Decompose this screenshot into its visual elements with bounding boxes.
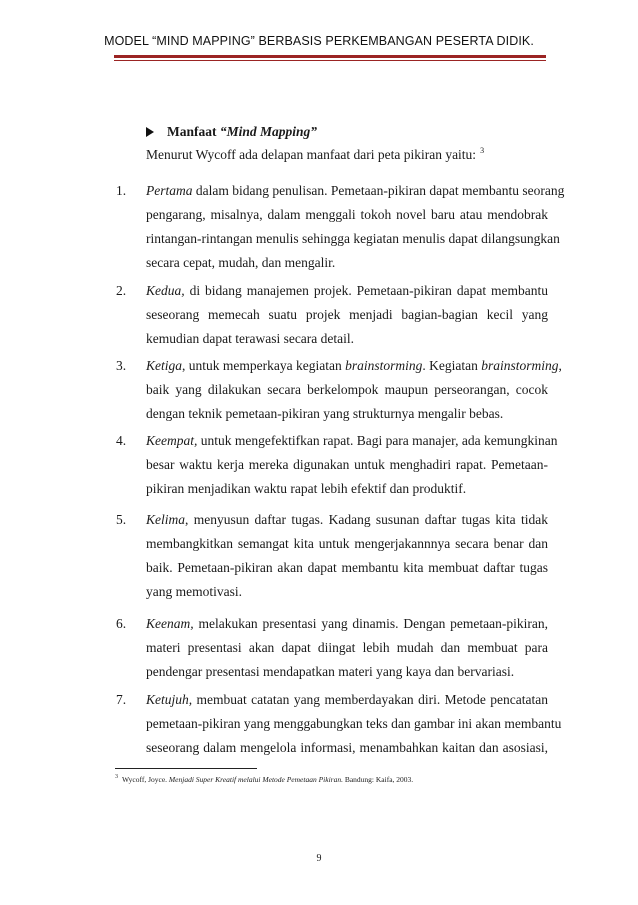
list-item-line xyxy=(146,712,562,736)
list-item-line xyxy=(146,736,548,760)
list-item-line xyxy=(146,477,548,501)
section-title-text: Manfaat “Mind Mapping” xyxy=(167,124,318,139)
list-item-line xyxy=(146,508,548,532)
list-item-line xyxy=(146,179,565,203)
footnote-book-title: Menjadi Super Kreatif melalui Metode Pemetaan Pikiran. xyxy=(168,775,343,784)
list-item-text: pengarang, misalnya, dalam menggali tokoh novel baru atau mendobrak xyxy=(146,207,548,222)
list-item-line xyxy=(146,612,548,636)
footnote xyxy=(115,774,413,784)
list-item-text: seseorang dalam mengelola informasi, menambahkan kaitan dan asosiasi, xyxy=(146,740,548,755)
list-item-line xyxy=(146,402,548,426)
list-item-line xyxy=(146,429,558,453)
list-item-text: membangkitkan semangat kita untuk mengerjakannnya secara benar dan xyxy=(146,536,548,551)
list-item-text: seseorang memecah suatu projek menjadi bagian-bagian kecil yang xyxy=(146,307,548,322)
list-item-text: rintangan-rintangan menulis sehingga kegiatan menulis dapat dilangsungkan xyxy=(146,231,560,246)
footnote-publisher: Bandung: Kaifa, 2003. xyxy=(344,775,414,784)
section-heading xyxy=(146,124,317,140)
list-item-number: 3. xyxy=(116,358,127,373)
list-item-text: materi presentasi akan dapat diingat lebih mudah dan membuat para xyxy=(146,640,548,655)
list-item-text: membuat catatan yang memberdayakan diri. Metode pencatatan xyxy=(192,692,548,707)
list-item-keyword: Kelima xyxy=(146,512,185,527)
list-item-line xyxy=(146,203,548,227)
list-item xyxy=(116,279,548,351)
list-item-line xyxy=(146,279,548,303)
header-rule-thick xyxy=(114,55,546,58)
list-item-line xyxy=(146,660,548,684)
list-item-text: dalam bidang penulisan. Pemetaan-pikiran dapat membantu seorang xyxy=(192,183,565,198)
list-item-number: 7. xyxy=(116,692,127,707)
page-number: 9 xyxy=(316,853,322,864)
list-item-line xyxy=(146,636,548,660)
list-item-number: 1. xyxy=(116,183,127,198)
list-item-line xyxy=(146,378,548,402)
list-item-line xyxy=(146,303,548,327)
list-item-text: , untuk memperkaya kegiatan brainstorming. Kegiatan brainstorming, xyxy=(182,358,562,373)
arrow-bullet-icon xyxy=(146,127,154,137)
list-item-line xyxy=(146,580,548,604)
list-item-text: baik. Pemetaan-pikiran akan dapat membantu kita membuat daftar tugas xyxy=(146,560,548,575)
list-item xyxy=(116,179,565,275)
list-item-number: 4. xyxy=(116,433,127,448)
list-item-text: di bidang manajemen projek. Pemetaan-pikiran dapat membantu xyxy=(184,283,548,298)
list-item-line xyxy=(146,327,548,351)
list-item xyxy=(116,354,562,426)
footnote-separator xyxy=(115,768,257,769)
list-item-number: 2. xyxy=(116,283,127,298)
list-item-keyword: Pertama xyxy=(146,183,193,198)
list-item xyxy=(116,508,548,604)
list-item-line xyxy=(146,354,562,378)
running-header: MODEL “MIND MAPPING” BERBASIS PERKEMBANGAN PESERTA DIDIK. xyxy=(104,34,534,48)
list-item-text: kemudian dapat terawasi secara detail. xyxy=(146,331,355,346)
intro-paragraph xyxy=(146,146,484,163)
list-item-line xyxy=(146,227,560,251)
list-item-text: baik yang dilakukan secara berkelompok maupun perseorangan, cocok xyxy=(146,382,548,397)
header-rule-thin xyxy=(114,60,546,61)
list-item-keyword: Ketiga xyxy=(146,358,182,373)
list-item-line xyxy=(146,251,548,275)
list-item-text: melakukan presentasi yang dinamis. Dengan pemetaan-pikiran, xyxy=(193,616,548,631)
list-item-text: secara cepat, mudah, dan mengalir. xyxy=(146,255,336,270)
list-item-text: untuk mengefektifkan rapat. Bagi para manajer, ada kemungkinan xyxy=(197,433,558,448)
intro-text: Menurut Wycoff ada delapan manfaat dari peta pikiran yaitu: xyxy=(146,147,477,162)
list-item-keyword: Keenam, xyxy=(146,616,194,631)
list-item-text: dengan teknik pemetaan-pikiran yang strukturnya mengalir bebas. xyxy=(146,406,504,421)
list-item-line xyxy=(146,688,548,712)
list-item-keyword: Keempat, xyxy=(146,433,198,448)
list-item-text: yang memotivasi. xyxy=(146,584,242,599)
list-item-text: , menyusun daftar tugas. Kadang susunan daftar tugas kita tidak xyxy=(185,512,548,527)
footnote-author: Wycoff, Joyce. xyxy=(122,775,168,784)
intro-footnote-ref: 3 xyxy=(480,146,485,155)
list-item-number: 5. xyxy=(116,512,127,527)
footnote-number: 3 xyxy=(115,774,118,780)
list-item-number: 6. xyxy=(116,616,127,631)
list-item-line xyxy=(146,453,548,477)
list-item-text: pikiran menjadikan waktu rapat lebih efektif dan produktif. xyxy=(146,481,467,496)
list-item xyxy=(116,429,558,501)
list-item xyxy=(116,612,548,684)
list-item-keyword: Ketujuh, xyxy=(146,692,193,707)
italic-term: brainstorming xyxy=(481,358,559,373)
list-item-text: besar waktu kerja mereka digunakan untuk menghadiri rapat. Pemetaan- xyxy=(146,457,548,472)
list-item-keyword: Kedua, xyxy=(146,283,185,298)
list-item-line xyxy=(146,556,548,580)
list-item-text: pendengar presentasi mendapatkan materi yang kaya dan bervariasi. xyxy=(146,664,515,679)
list-item-line xyxy=(146,532,548,556)
list-item xyxy=(116,688,562,760)
italic-term: brainstorming xyxy=(345,358,423,373)
list-item-text: pemetaan-pikiran yang menggabungkan teks dan gambar ini akan membantu xyxy=(146,716,562,731)
